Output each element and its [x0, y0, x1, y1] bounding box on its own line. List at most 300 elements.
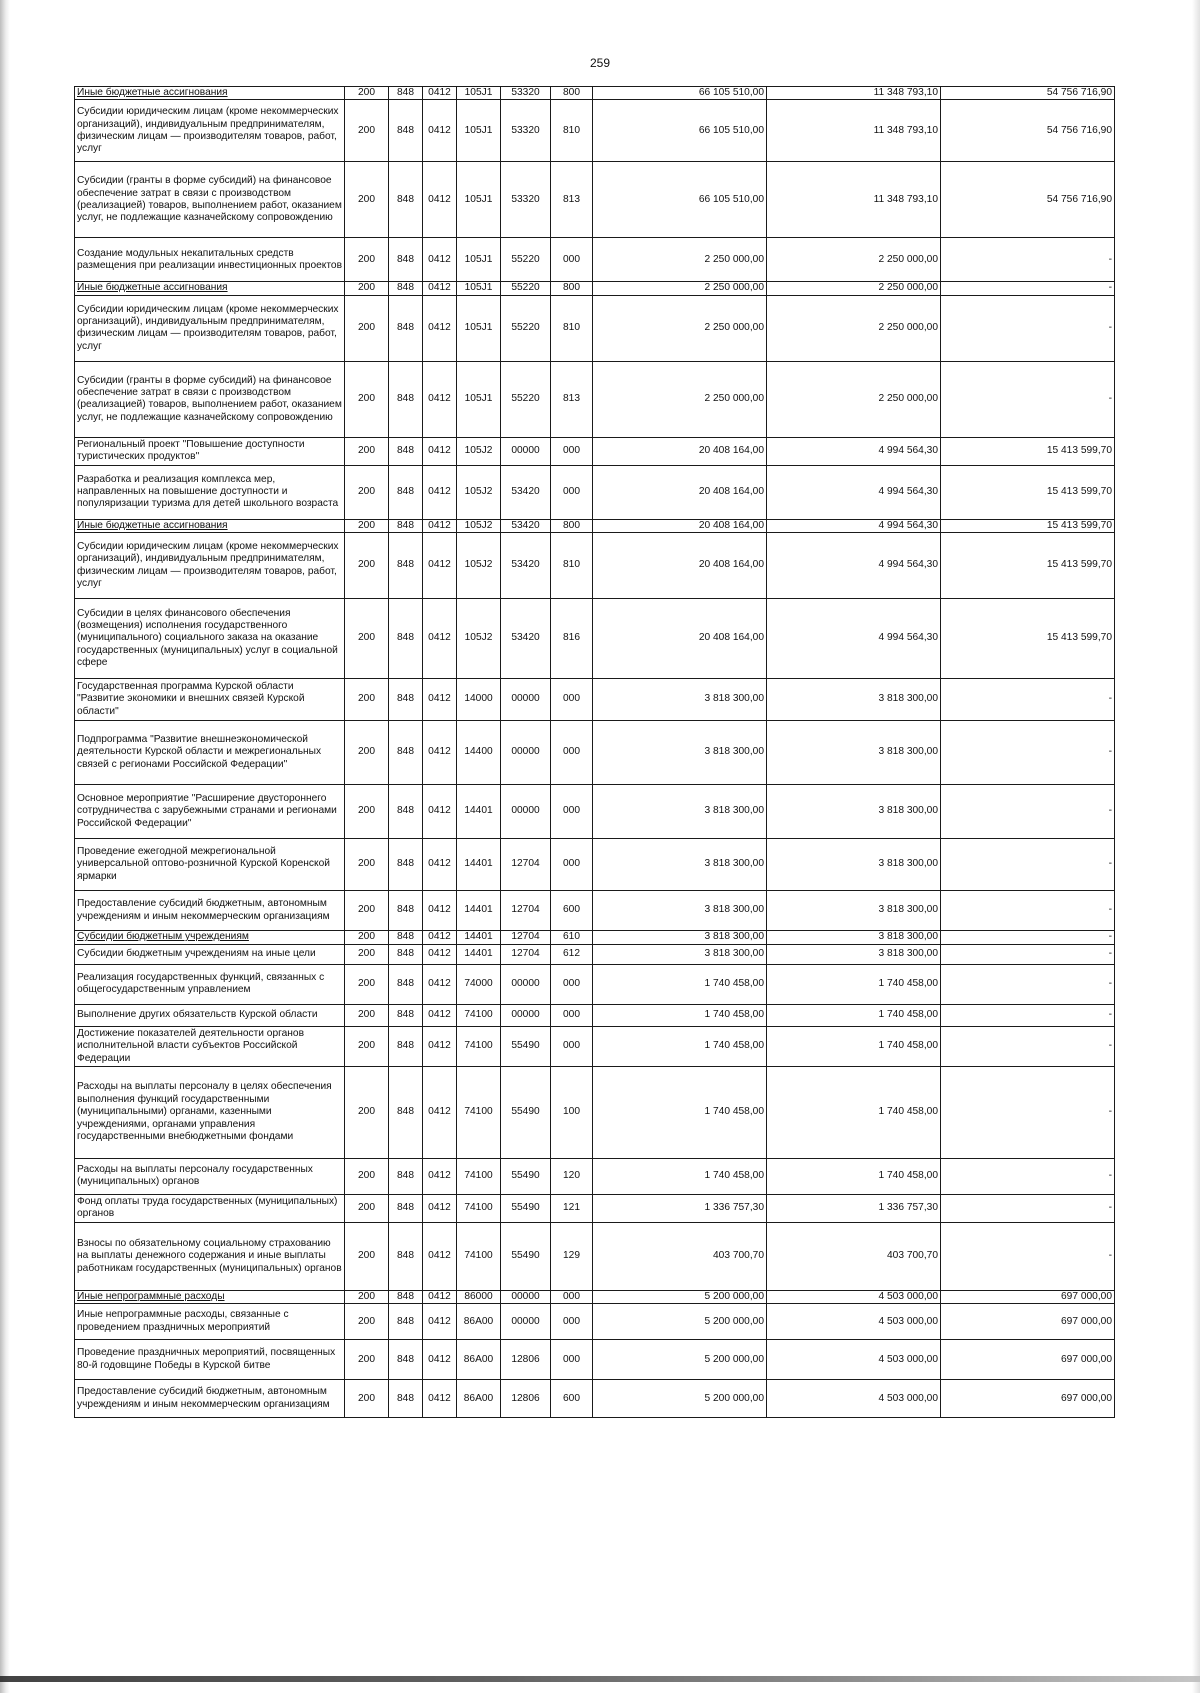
col-code-6: 800 [551, 87, 593, 100]
col-code-4: 105J2 [457, 599, 501, 679]
col-code-3: 0412 [423, 1158, 457, 1194]
col-code-2: 848 [389, 1004, 423, 1026]
amount-2: 2 250 000,00 [767, 238, 941, 282]
col-code-1: 200 [345, 162, 389, 238]
amount-1: 3 818 300,00 [593, 931, 767, 944]
row-name: Субсидии (гранты в форме субсидий) на финансовое обеспечение затрат в связи с производством (реализацией) товаров, выполнением работ, оказанием услуг, не подлежащие казначейскому сопровождению [75, 361, 345, 437]
amount-2: 3 818 300,00 [767, 839, 941, 891]
col-code-6: 000 [551, 437, 593, 465]
amount-2: 2 250 000,00 [767, 295, 941, 361]
col-code-1: 200 [345, 1222, 389, 1290]
row-name: Фонд оплаты труда государственных (муниципальных) органов [75, 1194, 345, 1222]
table-row [75, 282, 1115, 295]
amount-2: 11 348 793,10 [767, 162, 941, 238]
row-name: Иные непрограммные расходы [75, 1290, 345, 1303]
col-code-5: 53320 [501, 162, 551, 238]
amount-1: 2 250 000,00 [593, 238, 767, 282]
amount-3: - [941, 721, 1115, 785]
amount-1: 20 408 164,00 [593, 533, 767, 599]
col-code-3: 0412 [423, 295, 457, 361]
table-row [75, 162, 1115, 238]
col-code-1: 200 [345, 533, 389, 599]
col-code-3: 0412 [423, 519, 457, 532]
col-code-5: 55220 [501, 282, 551, 295]
col-code-1: 200 [345, 1066, 389, 1158]
col-code-4: 74000 [457, 964, 501, 1004]
col-code-3: 0412 [423, 100, 457, 162]
col-code-3: 0412 [423, 944, 457, 964]
amount-3: - [941, 891, 1115, 931]
amount-2: 1 740 458,00 [767, 1066, 941, 1158]
col-code-5: 55220 [501, 295, 551, 361]
amount-2: 4 994 564,30 [767, 599, 941, 679]
table-row [75, 519, 1115, 532]
amount-2: 3 818 300,00 [767, 679, 941, 721]
col-code-3: 0412 [423, 533, 457, 599]
amount-3: 54 756 716,90 [941, 162, 1115, 238]
amount-2: 1 740 458,00 [767, 1026, 941, 1066]
col-code-2: 848 [389, 1158, 423, 1194]
col-code-6: 000 [551, 785, 593, 839]
col-code-4: 105J2 [457, 437, 501, 465]
amount-3: - [941, 238, 1115, 282]
row-name: Реализация государственных функций, связанных с общегосударственным управлением [75, 964, 345, 1004]
col-code-1: 200 [345, 599, 389, 679]
col-code-3: 0412 [423, 437, 457, 465]
col-code-4: 105J1 [457, 295, 501, 361]
row-name: Достижение показателей деятельности органов исполнительной власти субъектов Российской Федерации [75, 1026, 345, 1066]
row-name: Субсидии бюджетным учреждениям на иные цели [75, 944, 345, 964]
col-code-4: 14000 [457, 679, 501, 721]
col-code-5: 53320 [501, 100, 551, 162]
amount-1: 1 740 458,00 [593, 1026, 767, 1066]
amount-2: 4 994 564,30 [767, 533, 941, 599]
row-name: Предоставление субсидий бюджетным, автономным учреждениям и иным некоммерческим организациям [75, 891, 345, 931]
col-code-4: 86А00 [457, 1304, 501, 1340]
col-code-6: 121 [551, 1194, 593, 1222]
table-row [75, 785, 1115, 839]
amount-2: 4 503 000,00 [767, 1290, 941, 1303]
col-code-3: 0412 [423, 1290, 457, 1303]
col-code-6: 610 [551, 931, 593, 944]
col-code-2: 848 [389, 87, 423, 100]
amount-3: - [941, 295, 1115, 361]
col-code-3: 0412 [423, 1380, 457, 1418]
col-code-3: 0412 [423, 1194, 457, 1222]
amount-1: 20 408 164,00 [593, 599, 767, 679]
col-code-1: 200 [345, 437, 389, 465]
table-row [75, 839, 1115, 891]
col-code-6: 000 [551, 679, 593, 721]
amount-1: 20 408 164,00 [593, 519, 767, 532]
col-code-4: 14401 [457, 785, 501, 839]
row-name: Субсидии юридическим лицам (кроме некоммерческих организаций), индивидуальным предпринимателям, физическим лицам — производителям товаров, работ, услуг [75, 100, 345, 162]
amount-3: 15 413 599,70 [941, 465, 1115, 519]
col-code-2: 848 [389, 533, 423, 599]
col-code-4: 74100 [457, 1026, 501, 1066]
amount-1: 20 408 164,00 [593, 437, 767, 465]
amount-1: 3 818 300,00 [593, 785, 767, 839]
amount-2: 3 818 300,00 [767, 891, 941, 931]
col-code-5: 12806 [501, 1380, 551, 1418]
amount-2: 4 994 564,30 [767, 519, 941, 532]
col-code-4: 14401 [457, 944, 501, 964]
col-code-2: 848 [389, 839, 423, 891]
col-code-5: 12704 [501, 839, 551, 891]
col-code-3: 0412 [423, 721, 457, 785]
col-code-4: 86А00 [457, 1380, 501, 1418]
col-code-3: 0412 [423, 1004, 457, 1026]
col-code-2: 848 [389, 1304, 423, 1340]
amount-3: - [941, 1004, 1115, 1026]
col-code-6: 813 [551, 162, 593, 238]
amount-1: 5 200 000,00 [593, 1290, 767, 1303]
row-name: Расходы на выплаты персоналу в целях обеспечения выполнения функций государственными (муниципальными) органами, казенными учреждениями, органами управления государственными внебюджетными фондами [75, 1066, 345, 1158]
col-code-3: 0412 [423, 964, 457, 1004]
amount-1: 1 740 458,00 [593, 1066, 767, 1158]
amount-1: 5 200 000,00 [593, 1380, 767, 1418]
row-name: Подпрограмма "Развитие внешнеэкономической деятельности Курской области и межрегиональных связей с регионами Российской Федерации" [75, 721, 345, 785]
table-body [75, 87, 1115, 1418]
col-code-6: 000 [551, 1340, 593, 1380]
col-code-2: 848 [389, 1290, 423, 1303]
amount-3: - [941, 1066, 1115, 1158]
col-code-1: 200 [345, 1194, 389, 1222]
amount-1: 2 250 000,00 [593, 361, 767, 437]
amount-2: 4 503 000,00 [767, 1380, 941, 1418]
amount-1: 2 250 000,00 [593, 295, 767, 361]
col-code-2: 848 [389, 1380, 423, 1418]
budget-table [74, 86, 1115, 1418]
col-code-3: 0412 [423, 599, 457, 679]
col-code-5: 55490 [501, 1222, 551, 1290]
col-code-1: 200 [345, 519, 389, 532]
amount-3: - [941, 1158, 1115, 1194]
col-code-6: 000 [551, 238, 593, 282]
col-code-2: 848 [389, 1194, 423, 1222]
amount-3: 54 756 716,90 [941, 100, 1115, 162]
col-code-3: 0412 [423, 839, 457, 891]
col-code-2: 848 [389, 282, 423, 295]
amount-3: 697 000,00 [941, 1304, 1115, 1340]
col-code-6: 100 [551, 1066, 593, 1158]
amount-1: 3 818 300,00 [593, 679, 767, 721]
col-code-2: 848 [389, 295, 423, 361]
col-code-2: 848 [389, 964, 423, 1004]
amount-2: 3 818 300,00 [767, 931, 941, 944]
row-name: Проведение ежегодной межрегиональной универсальной оптово-розничной Курской Коренской ярмарки [75, 839, 345, 891]
table-row [75, 931, 1115, 944]
col-code-6: 000 [551, 839, 593, 891]
amount-3: 697 000,00 [941, 1340, 1115, 1380]
col-code-6: 000 [551, 1290, 593, 1303]
col-code-4: 14401 [457, 839, 501, 891]
col-code-4: 14400 [457, 721, 501, 785]
col-code-2: 848 [389, 1340, 423, 1380]
amount-3: - [941, 839, 1115, 891]
table-row [75, 721, 1115, 785]
amount-1: 1 740 458,00 [593, 1158, 767, 1194]
col-code-2: 848 [389, 599, 423, 679]
col-code-3: 0412 [423, 238, 457, 282]
amount-1: 2 250 000,00 [593, 282, 767, 295]
col-code-6: 800 [551, 282, 593, 295]
table-row [75, 238, 1115, 282]
amount-1: 66 105 510,00 [593, 100, 767, 162]
col-code-6: 000 [551, 465, 593, 519]
col-code-5: 55490 [501, 1158, 551, 1194]
amount-1: 3 818 300,00 [593, 891, 767, 931]
row-name: Иные бюджетные ассигнования [75, 87, 345, 100]
table-row [75, 1026, 1115, 1066]
col-code-3: 0412 [423, 891, 457, 931]
amount-1: 20 408 164,00 [593, 465, 767, 519]
col-code-6: 612 [551, 944, 593, 964]
col-code-1: 200 [345, 785, 389, 839]
col-code-1: 200 [345, 891, 389, 931]
col-code-2: 848 [389, 721, 423, 785]
col-code-6: 813 [551, 361, 593, 437]
col-code-5: 12704 [501, 944, 551, 964]
amount-2: 3 818 300,00 [767, 785, 941, 839]
amount-2: 1 740 458,00 [767, 1004, 941, 1026]
col-code-6: 800 [551, 519, 593, 532]
amount-2: 2 250 000,00 [767, 361, 941, 437]
col-code-5: 00000 [501, 1304, 551, 1340]
amount-3: - [941, 679, 1115, 721]
page-number: 259 [589, 56, 611, 70]
row-name: Государственная программа Курской области "Развитие экономики и внешних связей Курской области" [75, 679, 345, 721]
col-code-1: 200 [345, 679, 389, 721]
col-code-1: 200 [345, 100, 389, 162]
table-row [75, 465, 1115, 519]
amount-1: 66 105 510,00 [593, 162, 767, 238]
amount-3: - [941, 785, 1115, 839]
table-row [75, 1340, 1115, 1380]
amount-3: 697 000,00 [941, 1380, 1115, 1418]
col-code-5: 53420 [501, 519, 551, 532]
col-code-3: 0412 [423, 1304, 457, 1340]
table-row [75, 1222, 1115, 1290]
amount-3: 15 413 599,70 [941, 533, 1115, 599]
scan-right-edge [1192, 0, 1200, 1693]
col-code-5: 55490 [501, 1066, 551, 1158]
amount-3: - [941, 1026, 1115, 1066]
amount-3: 15 413 599,70 [941, 599, 1115, 679]
amount-2: 1 740 458,00 [767, 964, 941, 1004]
amount-3: 15 413 599,70 [941, 519, 1115, 532]
col-code-2: 848 [389, 1066, 423, 1158]
amount-3: 54 756 716,90 [941, 87, 1115, 100]
row-name: Субсидии бюджетным учреждениям [75, 931, 345, 944]
amount-2: 11 348 793,10 [767, 100, 941, 162]
col-code-1: 200 [345, 465, 389, 519]
amount-2: 11 348 793,10 [767, 87, 941, 100]
col-code-3: 0412 [423, 465, 457, 519]
col-code-6: 000 [551, 1304, 593, 1340]
col-code-5: 53320 [501, 87, 551, 100]
row-name: Иные непрограммные расходы, связанные с проведением праздничных мероприятий [75, 1304, 345, 1340]
col-code-5: 55490 [501, 1194, 551, 1222]
scan-left-edge [0, 0, 10, 1693]
col-code-6: 120 [551, 1158, 593, 1194]
col-code-1: 200 [345, 295, 389, 361]
table-row [75, 679, 1115, 721]
col-code-4: 74100 [457, 1004, 501, 1026]
col-code-6: 810 [551, 295, 593, 361]
amount-3: - [941, 1194, 1115, 1222]
row-name: Региональный проект "Повышение доступности туристических продуктов" [75, 437, 345, 465]
amount-1: 1 740 458,00 [593, 964, 767, 1004]
col-code-5: 00000 [501, 1290, 551, 1303]
col-code-6: 000 [551, 721, 593, 785]
amount-2: 4 503 000,00 [767, 1340, 941, 1380]
col-code-4: 74100 [457, 1222, 501, 1290]
col-code-2: 848 [389, 679, 423, 721]
table-row [75, 100, 1115, 162]
col-code-1: 200 [345, 964, 389, 1004]
col-code-1: 200 [345, 1004, 389, 1026]
col-code-6: 129 [551, 1222, 593, 1290]
row-name: Взносы по обязательному социальному страхованию на выплаты денежного содержания и иные выплаты работникам государственных (муниципальных) органов [75, 1222, 345, 1290]
amount-2: 403 700,70 [767, 1222, 941, 1290]
col-code-3: 0412 [423, 785, 457, 839]
col-code-6: 000 [551, 964, 593, 1004]
col-code-3: 0412 [423, 1066, 457, 1158]
table-row [75, 533, 1115, 599]
col-code-4: 105J2 [457, 465, 501, 519]
table-row [75, 1004, 1115, 1026]
col-code-2: 848 [389, 931, 423, 944]
col-code-5: 55220 [501, 238, 551, 282]
amount-1: 3 818 300,00 [593, 839, 767, 891]
table-row [75, 361, 1115, 437]
row-name: Выполнение других обязательств Курской области [75, 1004, 345, 1026]
table-row [75, 964, 1115, 1004]
col-code-3: 0412 [423, 1222, 457, 1290]
amount-2: 1 740 458,00 [767, 1158, 941, 1194]
col-code-5: 12806 [501, 1340, 551, 1380]
table-row [75, 1066, 1115, 1158]
col-code-1: 200 [345, 721, 389, 785]
table-row [75, 1290, 1115, 1303]
row-name: Расходы на выплаты персоналу государственных (муниципальных) органов [75, 1158, 345, 1194]
col-code-4: 74100 [457, 1158, 501, 1194]
col-code-4: 74100 [457, 1194, 501, 1222]
col-code-2: 848 [389, 891, 423, 931]
col-code-4: 86А00 [457, 1340, 501, 1380]
col-code-4: 105J1 [457, 361, 501, 437]
amount-3: - [941, 944, 1115, 964]
col-code-5: 53420 [501, 599, 551, 679]
amount-1: 3 818 300,00 [593, 944, 767, 964]
col-code-3: 0412 [423, 282, 457, 295]
col-code-2: 848 [389, 100, 423, 162]
table-row [75, 599, 1115, 679]
row-name: Иные бюджетные ассигнования [75, 282, 345, 295]
amount-3: - [941, 931, 1115, 944]
col-code-5: 00000 [501, 1004, 551, 1026]
col-code-6: 810 [551, 100, 593, 162]
amount-1: 403 700,70 [593, 1222, 767, 1290]
amount-3: - [941, 361, 1115, 437]
col-code-2: 848 [389, 437, 423, 465]
amount-1: 1 336 757,30 [593, 1194, 767, 1222]
row-name: Создание модульных некапитальных средств размещения при реализации инвестиционных проектов [75, 238, 345, 282]
row-name: Иные бюджетные ассигнования [75, 519, 345, 532]
col-code-1: 200 [345, 944, 389, 964]
col-code-1: 200 [345, 1290, 389, 1303]
col-code-1: 200 [345, 1304, 389, 1340]
col-code-3: 0412 [423, 1026, 457, 1066]
col-code-4: 105J2 [457, 519, 501, 532]
col-code-1: 200 [345, 238, 389, 282]
amount-2: 4 503 000,00 [767, 1304, 941, 1340]
scan-bottom-edge [0, 1676, 1200, 1682]
col-code-5: 53420 [501, 465, 551, 519]
amount-2: 3 818 300,00 [767, 721, 941, 785]
col-code-5: 12704 [501, 891, 551, 931]
col-code-2: 848 [389, 162, 423, 238]
amount-3: - [941, 964, 1115, 1004]
col-code-4: 105J2 [457, 533, 501, 599]
table-row [75, 1194, 1115, 1222]
col-code-2: 848 [389, 519, 423, 532]
col-code-2: 848 [389, 1026, 423, 1066]
col-code-5: 00000 [501, 437, 551, 465]
col-code-4: 14401 [457, 891, 501, 931]
col-code-1: 200 [345, 1026, 389, 1066]
col-code-4: 105J1 [457, 162, 501, 238]
col-code-5: 00000 [501, 679, 551, 721]
row-name: Субсидии юридическим лицам (кроме некоммерческих организаций), индивидуальным предпринимателям, физическим лицам — производителям товаров, работ, услуг [75, 295, 345, 361]
amount-2: 3 818 300,00 [767, 944, 941, 964]
table-row [75, 87, 1115, 100]
col-code-2: 848 [389, 1222, 423, 1290]
col-code-1: 200 [345, 1380, 389, 1418]
table-row [75, 1158, 1115, 1194]
table-row [75, 891, 1115, 931]
col-code-4: 86000 [457, 1290, 501, 1303]
col-code-5: 12704 [501, 931, 551, 944]
col-code-1: 200 [345, 361, 389, 437]
col-code-1: 200 [345, 931, 389, 944]
col-code-2: 848 [389, 361, 423, 437]
col-code-2: 848 [389, 465, 423, 519]
col-code-6: 810 [551, 533, 593, 599]
amount-3: - [941, 282, 1115, 295]
amount-1: 5 200 000,00 [593, 1304, 767, 1340]
amount-1: 3 818 300,00 [593, 721, 767, 785]
amount-2: 1 336 757,30 [767, 1194, 941, 1222]
amount-1: 5 200 000,00 [593, 1340, 767, 1380]
col-code-3: 0412 [423, 679, 457, 721]
table-row [75, 295, 1115, 361]
col-code-3: 0412 [423, 1340, 457, 1380]
col-code-4: 105J1 [457, 87, 501, 100]
col-code-4: 105J1 [457, 100, 501, 162]
amount-3: - [941, 1222, 1115, 1290]
col-code-4: 74100 [457, 1066, 501, 1158]
col-code-6: 600 [551, 1380, 593, 1418]
amount-2: 4 994 564,30 [767, 465, 941, 519]
col-code-4: 105J1 [457, 282, 501, 295]
col-code-3: 0412 [423, 87, 457, 100]
row-name: Проведение праздничных мероприятий, посвященных 80-й годовщине Победы в Курской битве [75, 1340, 345, 1380]
col-code-5: 53420 [501, 533, 551, 599]
table-row [75, 1380, 1115, 1418]
row-name: Субсидии юридическим лицам (кроме некоммерческих организаций), индивидуальным предпринимателям, физическим лицам — производителям товаров, работ, услуг [75, 533, 345, 599]
